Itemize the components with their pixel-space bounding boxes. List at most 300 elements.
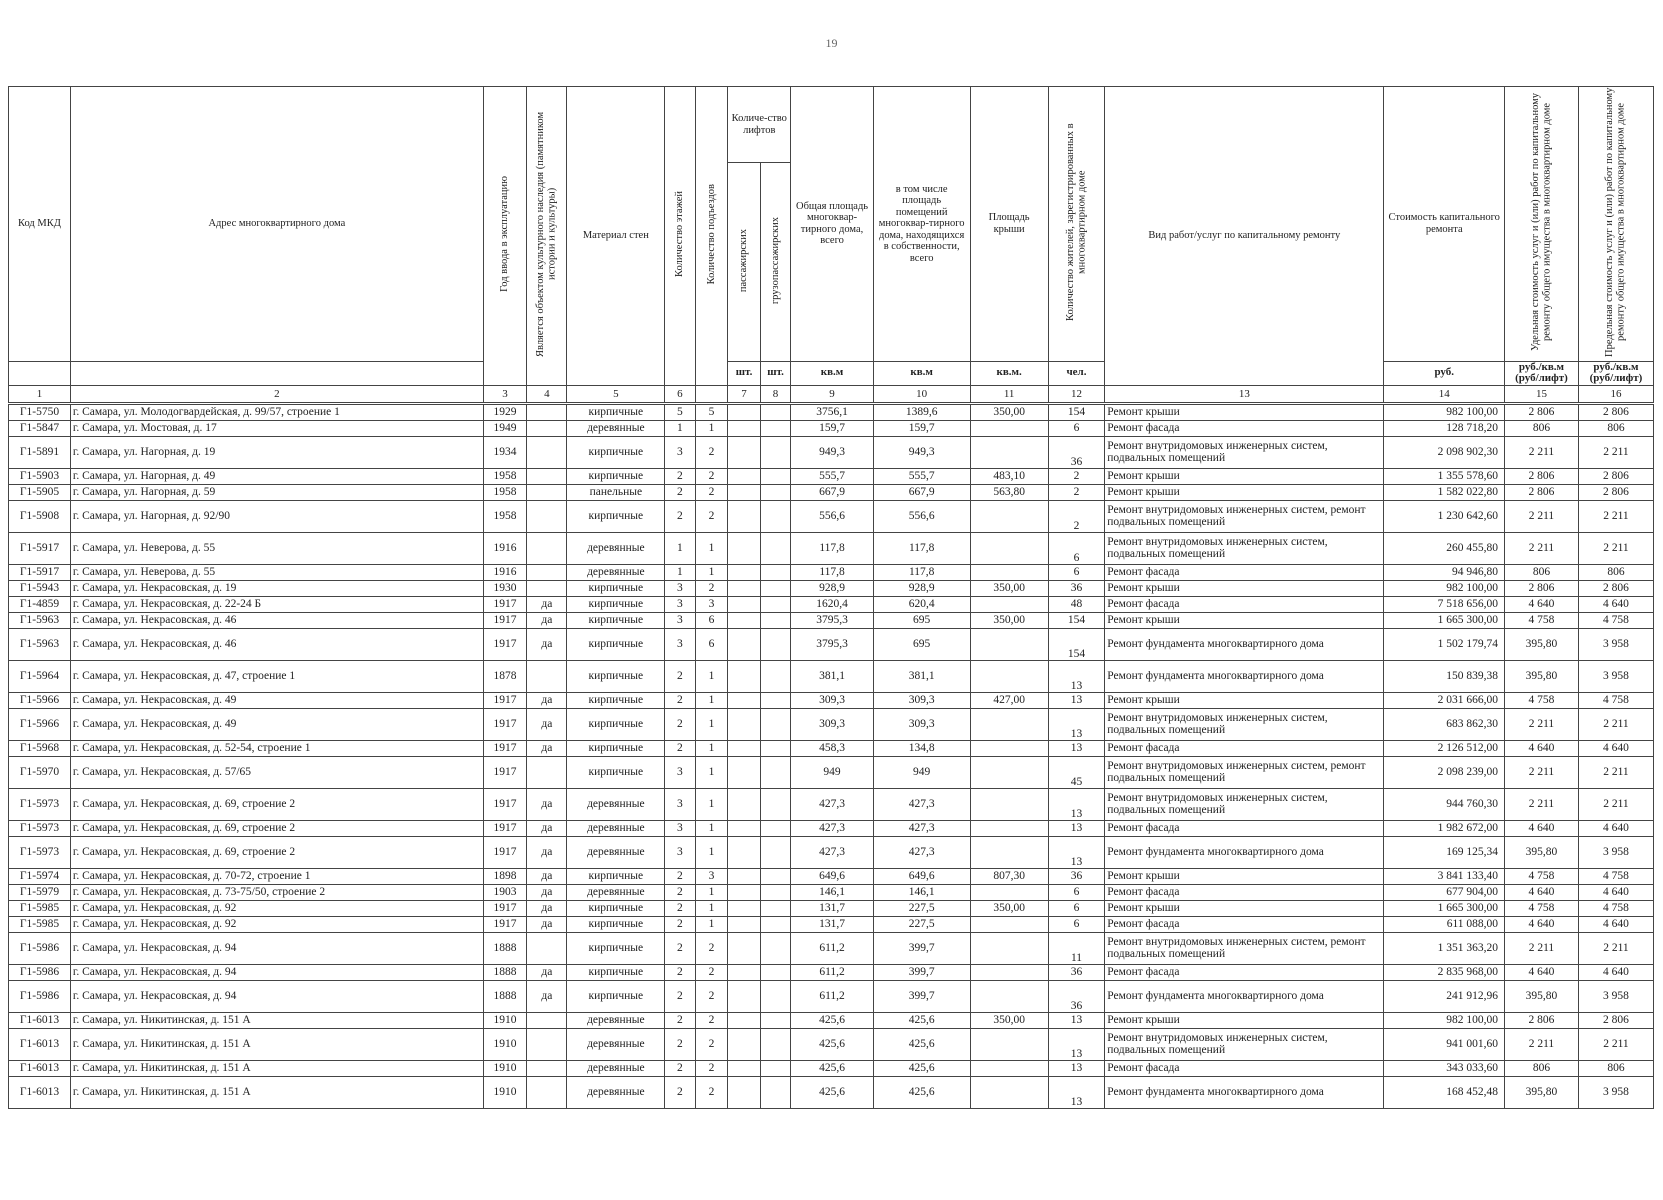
cell-entrances: 2 [695, 468, 728, 484]
cell-freight-lifts [760, 916, 790, 932]
cell-mkd-code: Г1-5985 [9, 900, 71, 916]
cell-work-type: Ремонт фундамента многоквартирного дома [1105, 980, 1384, 1012]
cell-freight-lifts [760, 564, 790, 580]
cell-entrances: 3 [695, 596, 728, 612]
unit-residents: чел. [1048, 361, 1104, 385]
cell-repair-cost: 1 982 672,00 [1384, 820, 1505, 836]
cell-repair-cost: 7 518 656,00 [1384, 596, 1505, 612]
cell-year: 1916 [483, 564, 526, 580]
cell-address: г. Самара, ул. Неверова, д. 55 [70, 532, 483, 564]
cell-entrances: 2 [695, 1060, 728, 1076]
table-row [9, 980, 1654, 1012]
cell-entrances: 3 [695, 868, 728, 884]
page-number: 19 [825, 36, 838, 50]
table-row [9, 916, 1654, 932]
cell-mkd-code: Г1-5847 [9, 420, 71, 436]
cell-roof-area [970, 788, 1048, 820]
cell-passenger-lifts [728, 932, 761, 964]
cell-entrances: 1 [695, 660, 728, 692]
cell-roof-area: 350,00 [970, 612, 1048, 628]
cell-residents: 154 [1048, 403, 1104, 420]
table-row [9, 468, 1654, 484]
cell-mkd-code: Г1-6013 [9, 1012, 71, 1028]
cell-residents: 36 [1048, 436, 1104, 468]
cell-wall-material: кирпичные [567, 628, 665, 660]
cell-residents: 6 [1048, 564, 1104, 580]
cell-mkd-code: Г1-5964 [9, 660, 71, 692]
cell-total-area: 555,7 [791, 468, 874, 484]
cell-unit-cost: 2 211 [1505, 932, 1579, 964]
cell-freight-lifts [760, 884, 790, 900]
table-row [9, 420, 1654, 436]
cell-residents: 6 [1048, 916, 1104, 932]
table-row [9, 932, 1654, 964]
cell-total-area: 667,9 [791, 484, 874, 500]
table-row [9, 484, 1654, 500]
column-number: 1 [9, 385, 71, 403]
cell-limit-cost: 806 [1578, 420, 1653, 436]
cell-heritage: да [527, 612, 567, 628]
cell-work-type: Ремонт крыши [1105, 868, 1384, 884]
cell-limit-cost: 3 958 [1578, 836, 1653, 868]
cell-residents: 13 [1048, 836, 1104, 868]
unit-unit-cost: руб./кв.м (руб/лифт) [1505, 361, 1579, 385]
cell-wall-material: деревянные [567, 1012, 665, 1028]
cell-passenger-lifts [728, 1060, 761, 1076]
cell-wall-material: деревянные [567, 836, 665, 868]
unit-cost: руб. [1384, 361, 1505, 385]
cell-residents: 36 [1048, 580, 1104, 596]
unit-owned-area: кв.м [873, 361, 970, 385]
cell-wall-material: кирпичные [567, 580, 665, 596]
cell-wall-material: деревянные [567, 564, 665, 580]
cell-mkd-code: Г1-5974 [9, 868, 71, 884]
cell-work-type: Ремонт крыши [1105, 403, 1384, 420]
cell-limit-cost: 2 211 [1578, 708, 1653, 740]
cell-wall-material: кирпичные [567, 916, 665, 932]
cell-floors: 2 [665, 708, 695, 740]
header-address: Адрес многоквартирного дома [70, 87, 483, 362]
cell-repair-cost: 1 665 300,00 [1384, 900, 1505, 916]
column-number: 11 [970, 385, 1048, 403]
cell-mkd-code: Г1-6013 [9, 1076, 71, 1108]
cell-entrances: 2 [695, 500, 728, 532]
cell-residents: 13 [1048, 820, 1104, 836]
cell-unit-cost: 2 806 [1505, 468, 1579, 484]
cell-repair-cost: 944 760,30 [1384, 788, 1505, 820]
cell-heritage: да [527, 980, 567, 1012]
cell-mkd-code: Г1-5973 [9, 788, 71, 820]
cell-limit-cost: 2 211 [1578, 436, 1653, 468]
cell-floors: 2 [665, 884, 695, 900]
cell-floors: 3 [665, 836, 695, 868]
cell-total-area: 425,6 [791, 1060, 874, 1076]
cell-limit-cost: 4 640 [1578, 596, 1653, 612]
cell-wall-material: кирпичные [567, 740, 665, 756]
cell-year: 1917 [483, 900, 526, 916]
cell-work-type: Ремонт внутридомовых инженерных систем, подвальных помещений [1105, 708, 1384, 740]
cell-roof-area [970, 964, 1048, 980]
cell-limit-cost: 4 640 [1578, 964, 1653, 980]
cell-roof-area [970, 532, 1048, 564]
cell-work-type: Ремонт фасада [1105, 596, 1384, 612]
cell-address: г. Самара, ул. Некрасовская, д. 46 [70, 612, 483, 628]
cell-work-type: Ремонт фасада [1105, 1060, 1384, 1076]
cell-passenger-lifts [728, 500, 761, 532]
cell-roof-area [970, 836, 1048, 868]
cell-wall-material: деревянные [567, 420, 665, 436]
cell-year: 1903 [483, 884, 526, 900]
column-number: 14 [1384, 385, 1505, 403]
cell-floors: 1 [665, 564, 695, 580]
cell-total-area: 131,7 [791, 916, 874, 932]
cell-address: г. Самара, ул. Некрасовская, д. 94 [70, 980, 483, 1012]
cell-repair-cost: 169 125,34 [1384, 836, 1505, 868]
column-number: 10 [873, 385, 970, 403]
cell-heritage [527, 1028, 567, 1060]
cell-freight-lifts [760, 788, 790, 820]
cell-passenger-lifts [728, 612, 761, 628]
cell-address: г. Самара, ул. Никитинская, д. 151 А [70, 1076, 483, 1108]
cell-repair-cost: 128 718,20 [1384, 420, 1505, 436]
cell-entrances: 2 [695, 980, 728, 1012]
cell-entrances: 2 [695, 1012, 728, 1028]
cell-address: г. Самара, ул. Некрасовская, д. 47, строение 1 [70, 660, 483, 692]
cell-floors: 2 [665, 980, 695, 1012]
cell-owned-area: 425,6 [873, 1012, 970, 1028]
cell-freight-lifts [760, 900, 790, 916]
cell-mkd-code: Г1-5986 [9, 964, 71, 980]
cell-wall-material: кирпичные [567, 436, 665, 468]
cell-entrances: 2 [695, 436, 728, 468]
capital-repair-table [8, 86, 1654, 1109]
cell-work-type: Ремонт фундамента многоквартирного дома [1105, 628, 1384, 660]
cell-address: г. Самара, ул. Нагорная, д. 92/90 [70, 500, 483, 532]
cell-unit-cost: 806 [1505, 564, 1579, 580]
cell-owned-area: 620,4 [873, 596, 970, 612]
cell-year: 1888 [483, 980, 526, 1012]
cell-residents: 6 [1048, 884, 1104, 900]
cell-floors: 2 [665, 916, 695, 932]
cell-repair-cost: 150 839,38 [1384, 660, 1505, 692]
cell-passenger-lifts [728, 1012, 761, 1028]
cell-work-type: Ремонт крыши [1105, 468, 1384, 484]
table-row [9, 836, 1654, 868]
table-row [9, 1028, 1654, 1060]
cell-freight-lifts [760, 436, 790, 468]
cell-work-type: Ремонт внутридомовых инженерных систем, подвальных помещений [1105, 1028, 1384, 1060]
cell-roof-area [970, 884, 1048, 900]
table-row [9, 564, 1654, 580]
cell-total-area: 3756,1 [791, 403, 874, 420]
cell-residents: 13 [1048, 1028, 1104, 1060]
cell-owned-area: 649,6 [873, 868, 970, 884]
table-row [9, 788, 1654, 820]
cell-total-area: 425,6 [791, 1076, 874, 1108]
cell-entrances: 1 [695, 756, 728, 788]
unit-roof-area: кв.м. [970, 361, 1048, 385]
cell-passenger-lifts [728, 868, 761, 884]
cell-passenger-lifts [728, 436, 761, 468]
cell-freight-lifts [760, 628, 790, 660]
cell-mkd-code: Г1-5908 [9, 500, 71, 532]
cell-residents: 2 [1048, 468, 1104, 484]
cell-passenger-lifts [728, 580, 761, 596]
cell-limit-cost: 2 806 [1578, 1012, 1653, 1028]
cell-limit-cost: 2 806 [1578, 403, 1653, 420]
cell-owned-area: 425,6 [873, 1076, 970, 1108]
cell-heritage: да [527, 788, 567, 820]
cell-owned-area: 556,6 [873, 500, 970, 532]
header-work-type: Вид работ/услуг по капитальному ремонту [1105, 87, 1384, 386]
cell-passenger-lifts [728, 964, 761, 980]
unit-total-area: кв.м [791, 361, 874, 385]
table-row [9, 964, 1654, 980]
cell-unit-cost: 4 640 [1505, 740, 1579, 756]
table-row [9, 403, 1654, 420]
cell-address: г. Самара, ул. Никитинская, д. 151 А [70, 1012, 483, 1028]
cell-owned-area: 309,3 [873, 708, 970, 740]
cell-owned-area: 695 [873, 612, 970, 628]
cell-repair-cost: 343 033,60 [1384, 1060, 1505, 1076]
cell-floors: 3 [665, 820, 695, 836]
cell-passenger-lifts [728, 564, 761, 580]
cell-roof-area [970, 708, 1048, 740]
cell-entrances: 1 [695, 836, 728, 868]
cell-floors: 5 [665, 403, 695, 420]
cell-wall-material: кирпичные [567, 596, 665, 612]
cell-unit-cost: 2 211 [1505, 500, 1579, 532]
cell-limit-cost: 2 806 [1578, 484, 1653, 500]
cell-heritage: да [527, 868, 567, 884]
column-numbers-row [9, 385, 1654, 403]
column-number: 9 [791, 385, 874, 403]
cell-floors: 3 [665, 580, 695, 596]
cell-address: г. Самара, ул. Некрасовская, д. 49 [70, 692, 483, 708]
cell-residents: 36 [1048, 868, 1104, 884]
cell-roof-area: 350,00 [970, 580, 1048, 596]
cell-unit-cost: 2 806 [1505, 484, 1579, 500]
column-number: 5 [567, 385, 665, 403]
cell-owned-area: 381,1 [873, 660, 970, 692]
cell-repair-cost: 3 841 133,40 [1384, 868, 1505, 884]
cell-floors: 2 [665, 740, 695, 756]
cell-passenger-lifts [728, 916, 761, 932]
cell-freight-lifts [760, 708, 790, 740]
cell-year: 1929 [483, 403, 526, 420]
cell-unit-cost: 2 211 [1505, 708, 1579, 740]
cell-residents: 6 [1048, 420, 1104, 436]
cell-repair-cost: 2 835 968,00 [1384, 964, 1505, 980]
cell-mkd-code: Г1-6013 [9, 1060, 71, 1076]
cell-total-area: 3795,3 [791, 628, 874, 660]
column-number: 6 [665, 385, 695, 403]
cell-residents: 13 [1048, 660, 1104, 692]
cell-heritage [527, 756, 567, 788]
cell-heritage: да [527, 708, 567, 740]
cell-owned-area: 427,3 [873, 788, 970, 820]
cell-freight-lifts [760, 500, 790, 532]
cell-floors: 2 [665, 1076, 695, 1108]
cell-heritage [527, 500, 567, 532]
cell-total-area: 458,3 [791, 740, 874, 756]
table-row [9, 820, 1654, 836]
cell-floors: 2 [665, 868, 695, 884]
cell-roof-area [970, 596, 1048, 612]
cell-freight-lifts [760, 596, 790, 612]
column-number: 3 [483, 385, 526, 403]
cell-address: г. Самара, ул. Некрасовская, д. 69, строение 2 [70, 788, 483, 820]
cell-heritage [527, 532, 567, 564]
cell-mkd-code: Г1-5986 [9, 980, 71, 1012]
cell-unit-cost: 2 211 [1505, 756, 1579, 788]
cell-roof-area [970, 932, 1048, 964]
cell-wall-material: кирпичные [567, 708, 665, 740]
cell-owned-area: 227,5 [873, 916, 970, 932]
cell-passenger-lifts [728, 740, 761, 756]
cell-address: г. Самара, ул. Молодогвардейская, д. 99/57, строение 1 [70, 403, 483, 420]
cell-residents: 13 [1048, 708, 1104, 740]
cell-repair-cost: 1 351 363,20 [1384, 932, 1505, 964]
cell-limit-cost: 4 758 [1578, 612, 1653, 628]
cell-total-area: 949 [791, 756, 874, 788]
cell-total-area: 3795,3 [791, 612, 874, 628]
cell-work-type: Ремонт фасада [1105, 420, 1384, 436]
cell-total-area: 117,8 [791, 564, 874, 580]
header-unit-cost: Удельная стоимость услуг и (или) работ по капитальному ремонту общего имущества в многоквартирном доме [1505, 87, 1579, 362]
cell-limit-cost: 4 758 [1578, 900, 1653, 916]
column-number: 13 [1105, 385, 1384, 403]
cell-repair-cost: 2 031 666,00 [1384, 692, 1505, 708]
cell-heritage [527, 564, 567, 580]
cell-address: г. Самара, ул. Мостовая, д. 17 [70, 420, 483, 436]
column-number: 8 [760, 385, 790, 403]
table-row [9, 868, 1654, 884]
cell-heritage [527, 468, 567, 484]
cell-mkd-code: Г1-5966 [9, 708, 71, 740]
cell-freight-lifts [760, 403, 790, 420]
cell-unit-cost: 2 211 [1505, 788, 1579, 820]
cell-mkd-code: Г1-5968 [9, 740, 71, 756]
cell-unit-cost: 2 211 [1505, 1028, 1579, 1060]
cell-floors: 2 [665, 1060, 695, 1076]
cell-work-type: Ремонт фасада [1105, 916, 1384, 932]
cell-unit-cost: 4 758 [1505, 612, 1579, 628]
cell-passenger-lifts [728, 1076, 761, 1108]
cell-unit-cost: 2 806 [1505, 1012, 1579, 1028]
cell-unit-cost: 2 211 [1505, 532, 1579, 564]
cell-work-type: Ремонт внутридомовых инженерных систем, подвальных помещений [1105, 788, 1384, 820]
cell-passenger-lifts [728, 484, 761, 500]
cell-repair-cost: 982 100,00 [1384, 403, 1505, 420]
cell-heritage [527, 660, 567, 692]
table-row [9, 660, 1654, 692]
cell-total-area: 611,2 [791, 980, 874, 1012]
cell-unit-cost: 2 806 [1505, 403, 1579, 420]
cell-heritage [527, 1076, 567, 1108]
cell-limit-cost: 3 958 [1578, 660, 1653, 692]
cell-wall-material: деревянные [567, 1076, 665, 1108]
cell-heritage [527, 1060, 567, 1076]
cell-wall-material: кирпичные [567, 756, 665, 788]
cell-owned-area: 555,7 [873, 468, 970, 484]
cell-work-type: Ремонт фундамента многоквартирного дома [1105, 1076, 1384, 1108]
cell-roof-area [970, 820, 1048, 836]
cell-residents: 154 [1048, 628, 1104, 660]
cell-repair-cost: 241 912,96 [1384, 980, 1505, 1012]
cell-owned-area: 928,9 [873, 580, 970, 596]
cell-entrances: 1 [695, 820, 728, 836]
cell-address: г. Самара, ул. Нагорная, д. 49 [70, 468, 483, 484]
header-code: Код МКД [9, 87, 71, 362]
cell-work-type: Ремонт внутридомовых инженерных систем, подвальных помещений [1105, 532, 1384, 564]
cell-floors: 3 [665, 436, 695, 468]
cell-residents: 11 [1048, 932, 1104, 964]
header-heritage: Является объектом культурного наследия (памятником истории и культуры) [527, 87, 567, 386]
cell-repair-cost: 94 946,80 [1384, 564, 1505, 580]
table-row [9, 756, 1654, 788]
header-cost: Стоимость капитального ремонта [1384, 87, 1505, 362]
cell-freight-lifts [760, 612, 790, 628]
cell-address: г. Самара, ул. Некрасовская, д. 49 [70, 708, 483, 740]
cell-roof-area: 427,00 [970, 692, 1048, 708]
cell-entrances: 2 [695, 580, 728, 596]
cell-address: г. Самара, ул. Некрасовская, д. 46 [70, 628, 483, 660]
header-entrances: Количество подъездов [695, 87, 728, 386]
cell-wall-material: кирпичные [567, 932, 665, 964]
cell-unit-cost: 395,80 [1505, 980, 1579, 1012]
cell-unit-cost: 4 640 [1505, 820, 1579, 836]
cell-unit-cost: 2 211 [1505, 436, 1579, 468]
cell-owned-area: 427,3 [873, 820, 970, 836]
cell-repair-cost: 1 502 179,74 [1384, 628, 1505, 660]
cell-owned-area: 425,6 [873, 1028, 970, 1060]
cell-floors: 2 [665, 500, 695, 532]
cell-limit-cost: 2 211 [1578, 532, 1653, 564]
cell-address: г. Самара, ул. Нагорная, д. 59 [70, 484, 483, 500]
cell-passenger-lifts [728, 884, 761, 900]
cell-mkd-code: Г1-6013 [9, 1028, 71, 1060]
cell-wall-material: кирпичные [567, 660, 665, 692]
cell-passenger-lifts [728, 980, 761, 1012]
cell-heritage: да [527, 836, 567, 868]
cell-work-type: Ремонт крыши [1105, 900, 1384, 916]
cell-repair-cost: 677 904,00 [1384, 884, 1505, 900]
cell-unit-cost: 4 640 [1505, 964, 1579, 980]
cell-floors: 3 [665, 628, 695, 660]
table-row [9, 628, 1654, 660]
cell-address: г. Самара, ул. Никитинская, д. 151 А [70, 1060, 483, 1076]
cell-floors: 2 [665, 964, 695, 980]
table-row [9, 1060, 1654, 1076]
cell-address: г. Самара, ул. Некрасовская, д. 94 [70, 964, 483, 980]
header-year: Год ввода в эксплуатацию [483, 87, 526, 386]
cell-work-type: Ремонт крыши [1105, 1012, 1384, 1028]
cell-freight-lifts [760, 740, 790, 756]
cell-heritage [527, 932, 567, 964]
cell-limit-cost: 3 958 [1578, 1076, 1653, 1108]
cell-entrances: 1 [695, 788, 728, 820]
table-row [9, 1076, 1654, 1108]
cell-roof-area: 563,80 [970, 484, 1048, 500]
cell-unit-cost: 806 [1505, 420, 1579, 436]
cell-year: 1878 [483, 660, 526, 692]
table-row [9, 596, 1654, 612]
cell-freight-lifts [760, 660, 790, 692]
cell-year: 1910 [483, 1060, 526, 1076]
header-lifts: Количе-ство лифтов [728, 87, 791, 163]
cell-roof-area [970, 756, 1048, 788]
